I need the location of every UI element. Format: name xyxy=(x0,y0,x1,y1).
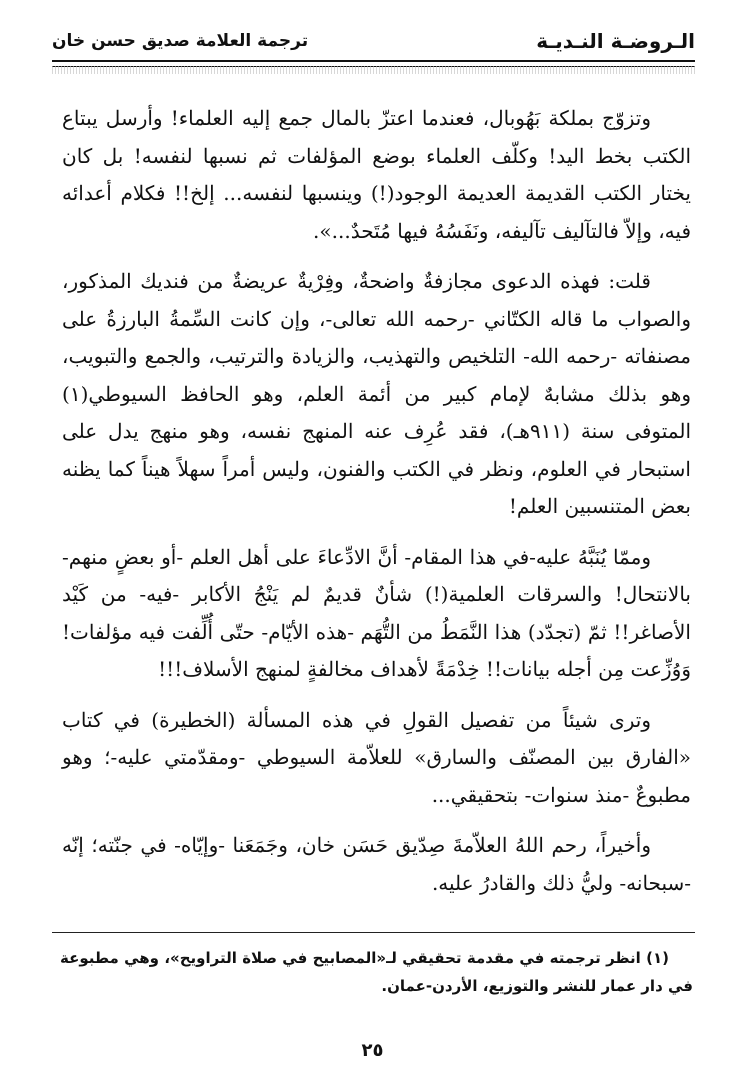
book-title: الـروضـة النـديـة xyxy=(536,29,695,53)
running-header xyxy=(52,26,695,56)
paragraph-3: وممّا يُنَبَّهُ عليه-في هذا المقام- أنَّ الادِّعاءَ على أهل العلم -أو بعضٍ منهم- بالانتحال! والسرقات العلمية(!) شأنٌ قديمٌ لم يَنْجُ الأكابر -فيه- من كَيْد الأصاغر!! ثمّ (تجدّد) هذا النَّمَطُ من التُّهَم -هذه الأيّام- حتّى أُلِّفت فيه مؤلفات! وَوُزِّعت مِن أجله بيانات!! خِدْمَةً لأهداف مخالفةٍ لمنهج الأسلاف!!! xyxy=(62,544,691,681)
paragraph-5: وأخيراً، رحم اللهُ العلاّمةَ صِدّيق حَسَن خان، وجَمَعَنا -وإيّاه- في جنّته؛ إنّه -سبحانه- وليُّ ذلك والقادرُ عليه. xyxy=(62,833,691,895)
footnote-rule xyxy=(52,932,695,933)
page-number: ٢٥ xyxy=(361,1040,384,1061)
paragraph-4: وترى شيئاً من تفصيل القولِ في هذه المسألة (الخطيرة) في كتاب «الفارق بين المصنّف والسارق» للعلاّمة السيوطي -ومقدّمتي عليه-؛ وهو مطبوعٌ -منذ سنوات- بتحقيقي... xyxy=(62,707,691,807)
paragraph-1: وتزوّج بملكة بَهُوبال، فعندما اعتزّ بالمال جمع إليه العلماء! وأرسل يبتاع الكتب بخط اليد! وكلّف العلماء بوضع المؤلفات ثم نسبها لنفسه! بل كان يختار الكتب القديمة العديمة الوجود(!) وينسبها لنفسه... إلخ!! فكلام أعدائه فيه، وإلاّ فالتآليف تآليفه، ونَفَسُهُ فيها مُتَحدٌ...». xyxy=(62,106,691,243)
footnote xyxy=(60,944,693,1000)
header-rule-shade xyxy=(52,66,695,74)
footnote-text: (١) انظر ترجمته في مقدمة تحقيقي لـ«المصابيح في صلاة التراويح»، وهي مطبوعة في دار عمار للنشر والتوزيع، الأردن-عمان. xyxy=(60,949,693,995)
paragraph-2: قلت: فهذه الدعوى مجازفةٌ واضحةٌ، وفِرْيةٌ عريضةٌ من فنديك المذكور، والصواب ما قاله الكتّاني -رحمه الله تعالى-، وإن كانت السِّمةُ البارزةُ على مصنفاته -رحمه الله- التلخيص والتهذيب، والزيادة والترتيب، والجمع والتبويب، وهو بذلك مشابهٌ لإمام كبير من أئمة العلم، وهو الحافظ السيوطي(١) المتوفى سنة (٩١١هـ)، فقد عُرِف عنه المنهج نفسه، وهو منهج يدل على استبحار في العلوم، ونظر في الكتب والفنون، وليس أمراً سهلاً هيناً كما يظنه بعض المتنسبين العلم! xyxy=(62,269,691,518)
body-text xyxy=(62,100,691,915)
chapter-title: ترجمة العلامة صديق حسن خان xyxy=(52,31,309,51)
